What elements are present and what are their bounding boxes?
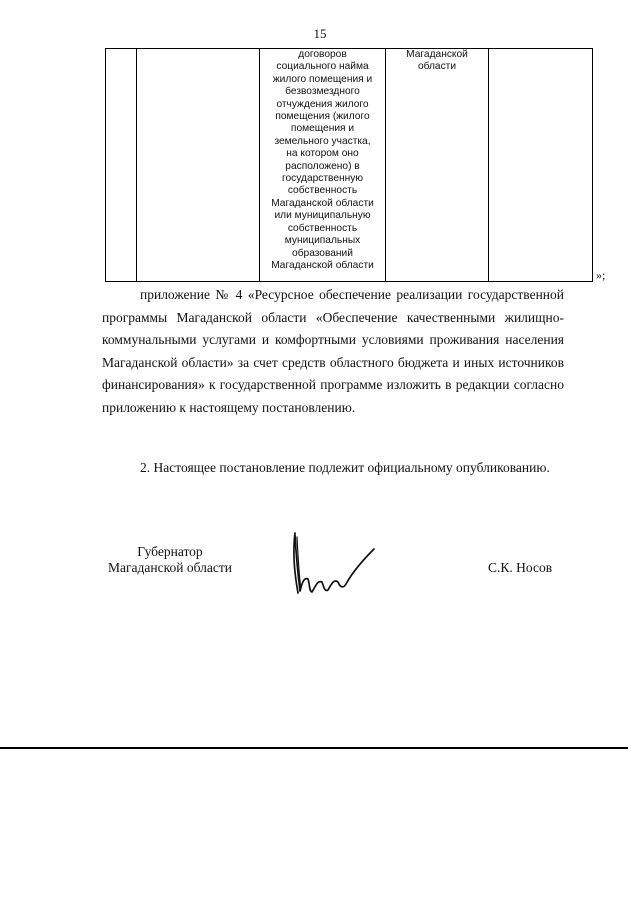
table-cell-executor — [386, 49, 489, 282]
paragraph-publication: 2. Настоящее постановление подлежит официальному опубликованию. — [140, 460, 550, 475]
page-bottom-rule — [0, 747, 628, 749]
signatory-title-line-1: Губернатор — [137, 544, 203, 559]
table-cell-description — [260, 49, 386, 282]
executor-text: Магаданской области — [406, 49, 468, 73]
signatory-title — [100, 544, 240, 576]
table-closing-mark: »; — [596, 268, 606, 282]
description-text: договоров социального найма жилого помещения и безвозмездного отчуждения жилого помещения (жилого помещения и земельного участка, на котором оно расположено) в государственную собственность Магаданской области или муниципальную собственность муниципальных образований Магаданской области — [271, 49, 374, 271]
table-row — [106, 49, 593, 282]
paragraph-appendix: приложение № 4 «Ресурсное обеспечение реализации государственной программы Магаданской области «Обеспечение качественными жилищно-коммунальными услугами и комфортными условиями проживания населения Магаданской области» за счет средств областного бюджета и иных источников финансирования» к государственной программе изложить в редакции согласно приложению к настоящему постановлению. — [102, 287, 564, 415]
table-cell-result — [489, 49, 593, 282]
page-number: 15 — [313, 26, 327, 41]
table-cell-measure — [137, 49, 260, 282]
handwritten-signature — [286, 527, 381, 602]
signatory-title-line-2: Магаданской области — [108, 560, 232, 575]
table-cell-number — [106, 49, 137, 282]
signatory-name: С.К. Носов — [488, 560, 553, 575]
continuation-table — [105, 48, 593, 282]
